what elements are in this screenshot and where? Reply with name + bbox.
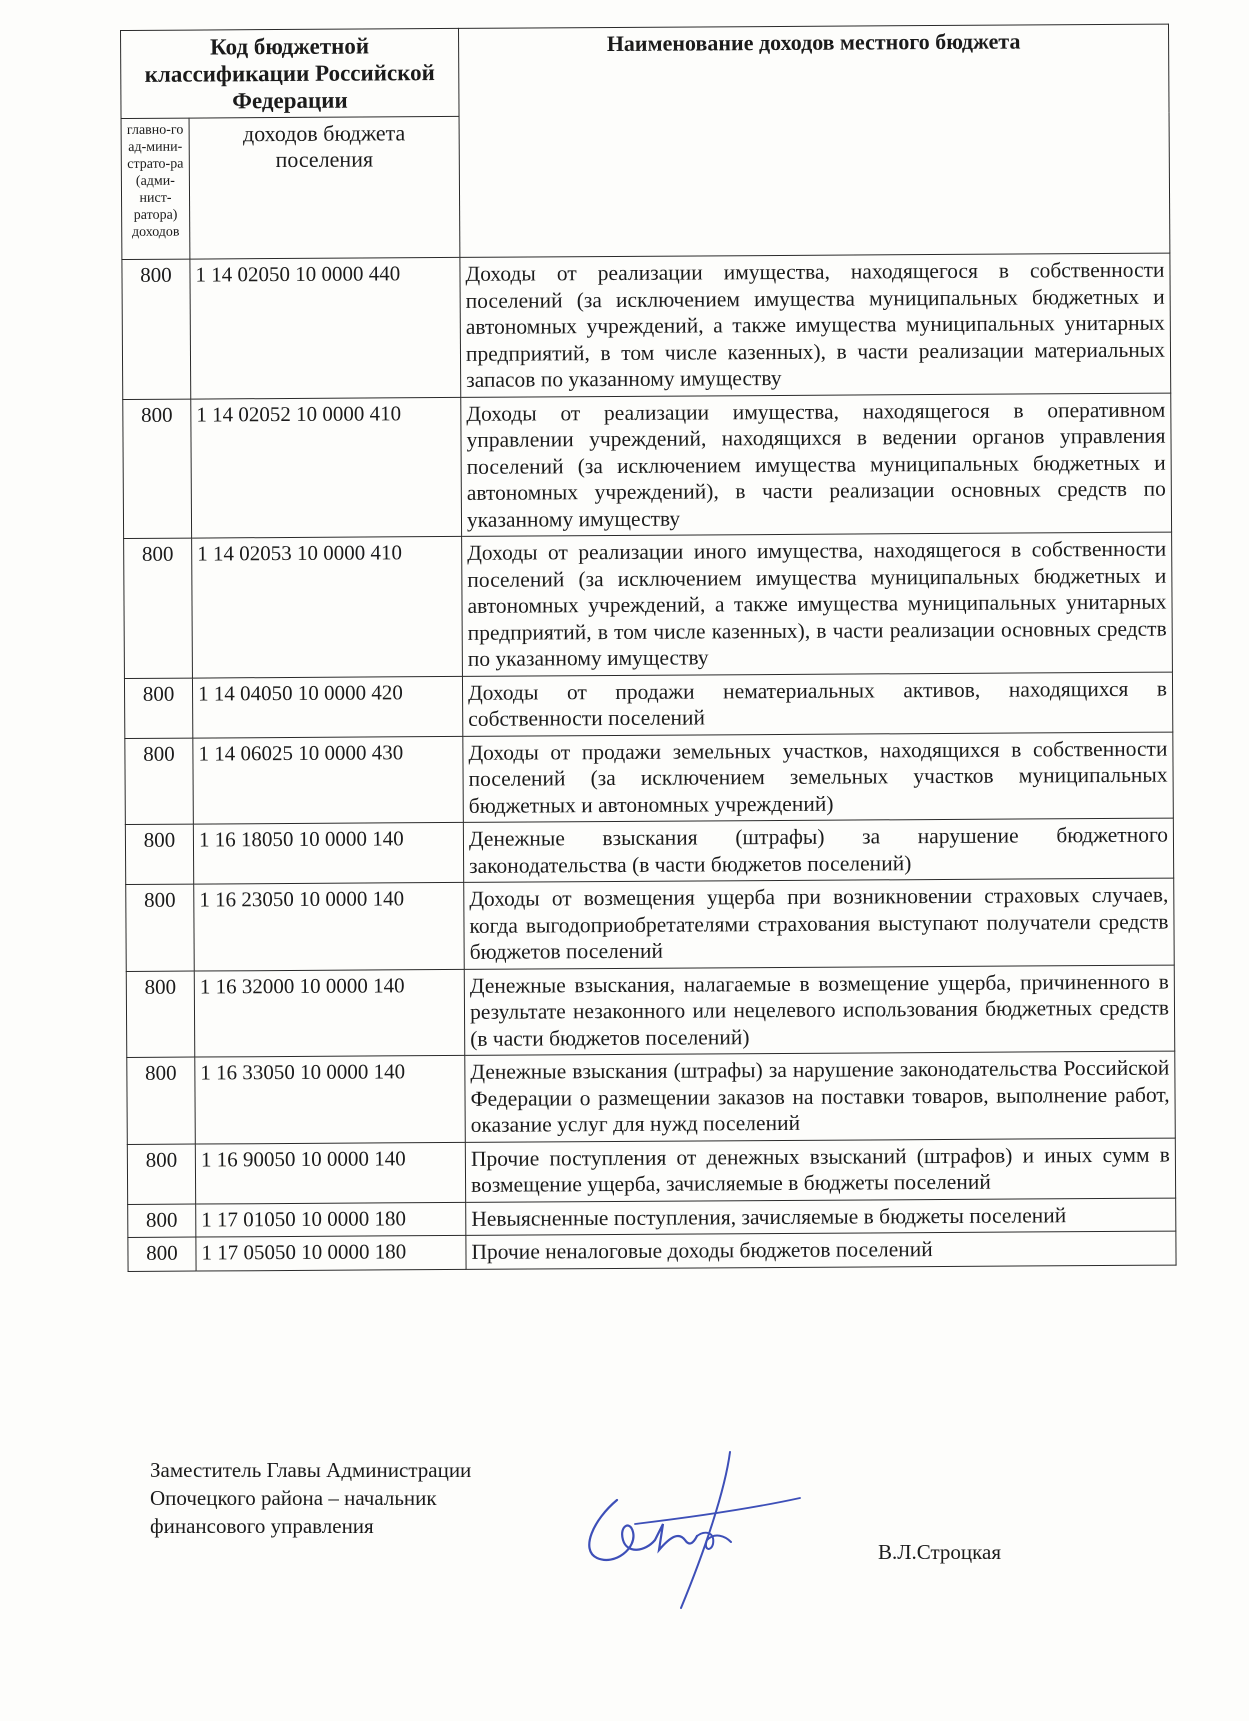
budget-code-cell: 1 14 04050 10 0000 420 (192, 676, 462, 738)
admin-code-cell: 800 (127, 1144, 195, 1204)
budget-code-cell: 1 16 90050 10 0000 140 (195, 1142, 465, 1204)
table-row (125, 732, 1174, 825)
income-name-cell: Доходы от продажи нематериальных активов, находящихся в собственности поселений (462, 672, 1172, 736)
budget-code-cell: 1 14 02053 10 0000 410 (192, 536, 463, 677)
income-name-cell: Невыясненные поступления, зачисляемые в бюджеты поселений (466, 1198, 1176, 1236)
budget-code-cell: 1 14 02052 10 0000 410 (191, 397, 462, 538)
income-name-cell: Доходы от реализации имущества, находящегося в собственности поселений (за исключением имущества муниципальных бюджетных и автономных учреждений, а также имущества муниципальных унитарных предприятий, в том числе казенных), в части реализации материальных запасов по указанному имуществу (460, 253, 1171, 397)
table-row (122, 253, 1171, 399)
income-name-cell: Доходы от продажи земельных участков, находящихся в собственности поселений (за исключением земельных участков муниципальных бюджетных и автономных учреждений) (463, 732, 1174, 823)
table-row (125, 818, 1173, 884)
admin-code-cell: 800 (125, 738, 194, 825)
header-income-name: Наименование доходов местного бюджета (459, 24, 1170, 257)
budget-code-cell: 1 14 02050 10 0000 440 (190, 257, 461, 398)
income-name-cell: Денежные взыскания, налагаемые в возмещение ущерба, причиненного в результате незаконного или нецелевого использования бюджетных средств (в части бюджетов поселений) (464, 965, 1175, 1056)
admin-code-cell: 800 (128, 1237, 196, 1271)
admin-code-cell: 800 (125, 824, 193, 884)
admin-code-cell: 800 (124, 538, 193, 678)
table-body (122, 253, 1176, 1271)
signatory-position (150, 1456, 471, 1540)
income-name-cell: Денежные взыскания (штрафы) за нарушение бюджетного законодательства (в части бюджетов поселений) (463, 818, 1173, 882)
income-name-cell: Прочие поступления от денежных взысканий (штрафов) и иных сумм в возмещение ущерба, зачисляемые в бюджеты поселений (465, 1138, 1175, 1202)
header-budget-code: Код бюджетной классификации Российской Федерации (121, 28, 460, 118)
table-row (127, 1051, 1176, 1144)
admin-code-cell: 800 (122, 259, 191, 399)
income-name-cell: Денежные взыскания (штрафы) за нарушение законодательства Российской Федерации о размещении заказов на поставки товаров, выполнение работ, оказание услуг для нужд поселений (465, 1051, 1176, 1142)
budget-code-cell: 1 17 05050 10 0000 180 (196, 1235, 466, 1270)
signatory-position-line: Заместитель Главы Администрации (150, 1458, 472, 1482)
income-name-cell: Прочие неналоговые доходы бюджетов поселений (466, 1231, 1176, 1269)
header-settlement-income: доходов бюджета поселения (189, 116, 460, 259)
signatory-position-line: Опочецкого района – начальник (150, 1486, 437, 1510)
handwritten-signature (575, 1440, 835, 1615)
table-row (127, 1138, 1175, 1204)
table-row (126, 878, 1175, 971)
budget-code-cell: 1 16 23050 10 0000 140 (194, 882, 465, 970)
table-row (124, 532, 1173, 678)
income-name-cell: Доходы от возмещения ущерба при возникновении страховых случаев, когда выгодоприобретателями страхования выступают получатели средств бюджетов поселений (464, 878, 1175, 969)
admin-code-cell: 800 (126, 971, 195, 1058)
budget-income-table (120, 24, 1177, 1272)
table-row (123, 393, 1172, 539)
signer-name: В.Л.Строцкая (878, 1540, 1002, 1564)
table-row (124, 672, 1172, 738)
income-name-cell: Доходы от реализации иного имущества, находящегося в собственности поселений (за исключением имущества муниципальных бюджетных и автономных учреждений, а также имущества муниципальных унитарных предприятий, в том числе казенных), в части реализации основных средств по указанному имуществу (462, 532, 1173, 676)
admin-code-cell: 800 (128, 1204, 196, 1238)
budget-code-cell: 1 14 06025 10 0000 430 (193, 736, 464, 824)
admin-code-cell: 800 (127, 1057, 196, 1144)
table-row (126, 965, 1175, 1058)
budget-code-cell: 1 16 32000 10 0000 140 (194, 969, 465, 1057)
budget-code-cell: 1 16 33050 10 0000 140 (195, 1055, 466, 1143)
budget-code-cell: 1 17 01050 10 0000 180 (196, 1202, 466, 1237)
income-name-cell: Доходы от реализации имущества, находящегося в оперативном управлении учреждений, находящихся в ведении органов управления поселений (за исключением имущества муниципальных бюджетных и автономных учреждений), в части реализации основных средств по указанному имуществу (461, 393, 1172, 537)
admin-code-cell: 800 (124, 678, 192, 738)
admin-code-cell: 800 (126, 884, 195, 971)
table-header-row (121, 24, 1170, 118)
budget-code-cell: 1 16 18050 10 0000 140 (193, 822, 463, 884)
header-chief-administrator: главно-го ад-мини-страто-ра (адми-нист-ратора) доходов (121, 118, 190, 259)
signatory-position-line: финансового управления (150, 1514, 374, 1538)
admin-code-cell: 800 (123, 399, 192, 539)
table-row (128, 1231, 1176, 1271)
